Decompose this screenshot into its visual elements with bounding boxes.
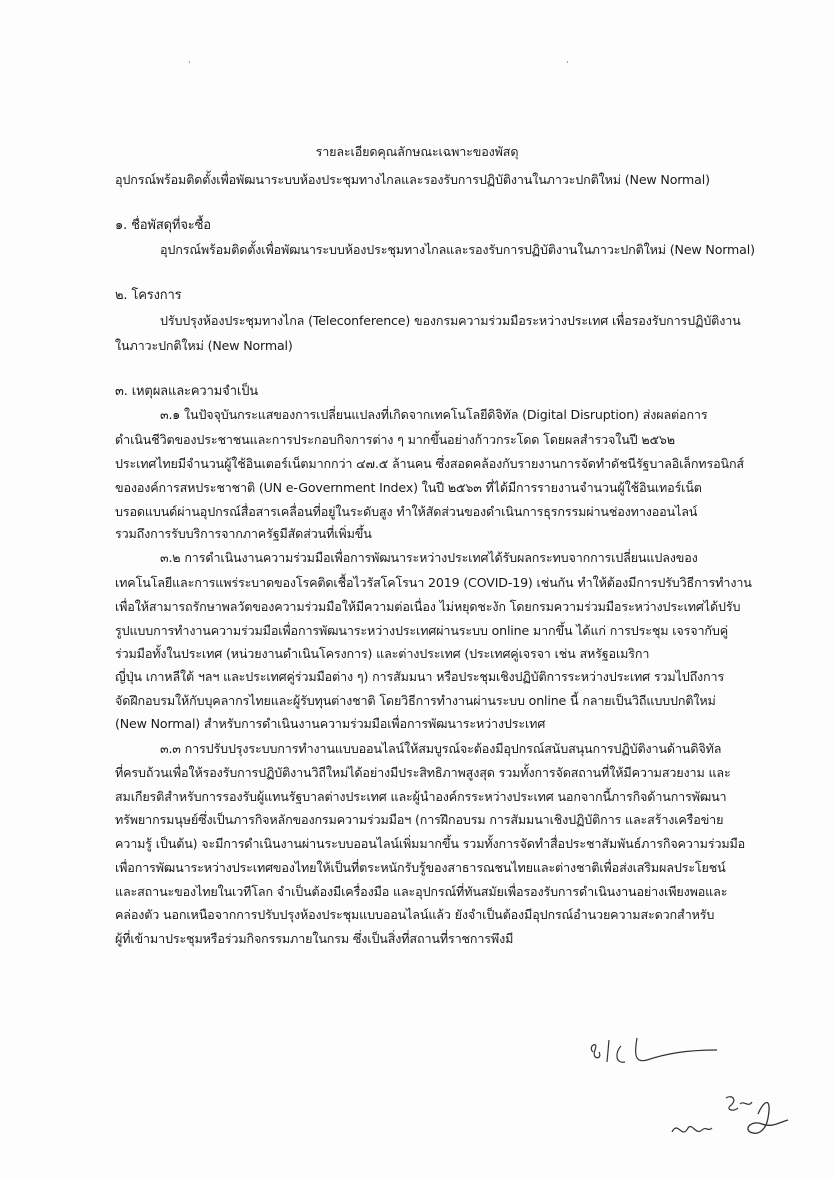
paragraph-3-3-line: ทรัพยากรมนุษย์ซึ่งเป็นภารกิจหลักของกรมความร่วมมือฯ (การฝึกอบรม การสัมมนาเชิงปฏิบัติการ และสร้างเครือข่าย [115,812,724,827]
paragraph-3-2-line: เทคโนโลยีและการแพร่ระบาดของโรคติดเชื้อไวรัสโคโรนา 2019 (COVID-19) เช่นกัน ทำให้ต้องมีการปรับวิธีการทำงาน [115,575,752,590]
section-2-line: ในภาวะปกติใหม่ (New Normal) [115,338,293,353]
paragraph-3-2-line: (New Normal) สำหรับการดำเนินงานความร่วมมือเพื่อการพัฒนาระหว่างประเทศ [115,716,546,731]
section-2-line: ปรับปรุงห้องประชุมทางไกล (Teleconference) ของกรมความร่วมมือระหว่างประเทศ เพื่อรองรับการปฏิบัติงาน [160,313,741,328]
paragraph-3-2-line: ร่วมมือทั้งในประเทศ (หน่วยงานดำเนินโครงการ) และต่างประเทศ (ประเทศคู่เจรจา เช่น สหรัฐอเมริกา [115,646,650,661]
paragraph-3-1-line: ดำเนินชีวิตของประชาชนและการประกอบกิจการต่าง ๆ มากขึ้นอย่างก้าวกระโดด โดยผลสำรวจในปี ๒๕๖๒ [115,432,675,447]
paragraph-3-1-line: รวมถึงการรับบริการจากภาครัฐมีสัดส่วนที่เพิ่มขึ้น [115,526,372,541]
paragraph-3-3-line: และสถานะของไทยในเวทีโลก จำเป็นต้องมีเครื่องมือ และอุปกรณ์ที่ทันสมัยเพื่อรองรับการดำเนินงานอย่างเพียงพอและ [115,884,728,899]
document-subtitle: อุปกรณ์พร้อมติดตั้งเพื่อพัฒนาระบบห้องประชุมทางไกลและรองรับการปฏิบัติงานในภาวะปกติใหม่ (New Normal) [115,172,710,187]
scan-mark: · [188,58,191,68]
paragraph-3-3-line: สมเกียรติสำหรับการรองรับผู้แทนรัฐบาลต่างประเทศ และผู้นำองค์กรระหว่างประเทศ นอกจากนี้ภารกิจด้านการพัฒนา [115,789,727,804]
paragraph-3-3-line: ที่ครบถ้วนเพื่อให้รองรับการปฏิบัติงานวิถีใหม่ได้อย่างมีประสิทธิภาพสูงสุด รวมทั้งการจัดสถานที่ให้มีความสวยงาม และ [115,765,731,780]
paragraph-3-1-line: ๓.๑ ในปัจจุบันกระแสของการเปลี่ยนแปลงที่เกิดจากเทคโนโลยีดิจิทัล (Digital Disruption) ส่งผลต่อการ [160,407,708,422]
paragraph-3-3-line: เพื่อการพัฒนาระหว่างประเทศของไทยให้เป็นที่ตระหนักรับรู้ของสาธารณชนไทยและต่างชาติเพื่อส่งเสริมผลประโยชน์ [115,860,726,875]
paragraph-3-1-line: บรอดแบนด์ผ่านอุปกรณ์สื่อสารเคลื่อนที่อยู่ในระดับสูง ทำให้สัดส่วนของดำเนินการธุรกรรมผ่านช่องทางออนไลน์ [115,504,698,519]
paragraph-3-2-line: จัดฝึกอบรมให้กับบุคลากรไทยและผู้รับทุนต่างชาติ โดยวิธีการทำงานผ่านระบบ online นี้ กลายเป็นวิถีแบบปกติใหม่ [115,693,716,708]
scan-mark: · [566,58,569,68]
paragraph-3-2-line: รูปแบบการทำงานความร่วมมือเพื่อการพัฒนาระหว่างประเทศผ่านระบบ online มากขึ้น ได้แก่ การประชุม เจรจากับคู่ [115,623,728,638]
paragraph-3-3-line: คล่องตัว นอกเหนือจากการปรับปรุงห้องประชุมแบบออนไลน์แล้ว ยังจำเป็นต้องมีอุปกรณ์อำนวยความสะดวกสำหรับ [115,907,715,922]
section-1-body: อุปกรณ์พร้อมติดตั้งเพื่อพัฒนาระบบห้องประชุมทางไกลและรองรับการปฏิบัติงานในภาวะปกติใหม่ (New Normal) [160,242,755,257]
paragraph-3-3-line: ๓.๓ การปรับปรุงระบบการทำงานแบบออนไลน์ให้สมบูรณ์จะต้องมีอุปกรณ์สนับสนุนการปฏิบัติงานด้านดิจิทัล [160,741,722,756]
section-3-heading: ๓. เหตุผลและความจำเป็น [115,384,259,399]
document-title: รายละเอียดคุณลักษณะเฉพาะของพัสดุ [315,144,519,159]
paragraph-3-1-line: ประเทศไทยมีจำนวนผู้ใช้อินเตอร์เน็ตมากกว่า ๔๗.๕ ล้านคน ซึ่งสอดคล้องกับรายงานการจัดทำดัชนีรัฐบาลอิเล็กทรอนิกส์ [115,456,744,471]
section-2-heading: ๒. โครงการ [115,288,182,303]
section-1-heading: ๑. ชื่อพัสดุที่จะซื้อ [115,218,211,233]
paragraph-3-3-line: ความรู้ เป็นต้น) จะมีการดำเนินงานผ่านระบบออนไลน์เพิ่มมากขึ้น รวมทั้งการจัดทำสื่อประชาสัมพันธ์ภารกิจความร่วมมือ [115,836,746,851]
handwritten-signature [585,1030,735,1075]
paragraph-3-2-line: เพื่อให้สามารถรักษาพลวัตของความร่วมมือให้มีความต่อเนื่อง ไม่หยุดชะงัก โดยกรมความร่วมมือระหว่างประเทศได้ปรับ [115,599,741,614]
paragraph-3-2-line: ญี่ปุ่น เกาหลีใต้ ฯลฯ และประเทศคู่ร่วมมือต่าง ๆ) การสัมมนา หรือประชุมเชิงปฏิบัติการระหว่างประเทศ รวมไปถึงการ [115,669,725,684]
handwritten-initials [668,1090,808,1150]
paragraph-3-2-line: ๓.๒ การดำเนินงานความร่วมมือเพื่อการพัฒนาระหว่างประเทศได้รับผลกระทบจากการเปลี่ยนแปลงของ [160,550,698,565]
paragraph-3-3-line: ผู้ที่เข้ามาประชุมหรือร่วมกิจกรรมภายในกรม ซึ่งเป็นสิ่งที่สถานที่ราชการพึงมี [115,931,514,946]
paragraph-3-1-line: ขององค์การสหประชาชาติ (UN e-Government Index) ในปี ๒๕๖๓ ที่ได้มีการรายงานจำนวนผู้ใช้อินเทอร์เน็ต [115,480,702,495]
